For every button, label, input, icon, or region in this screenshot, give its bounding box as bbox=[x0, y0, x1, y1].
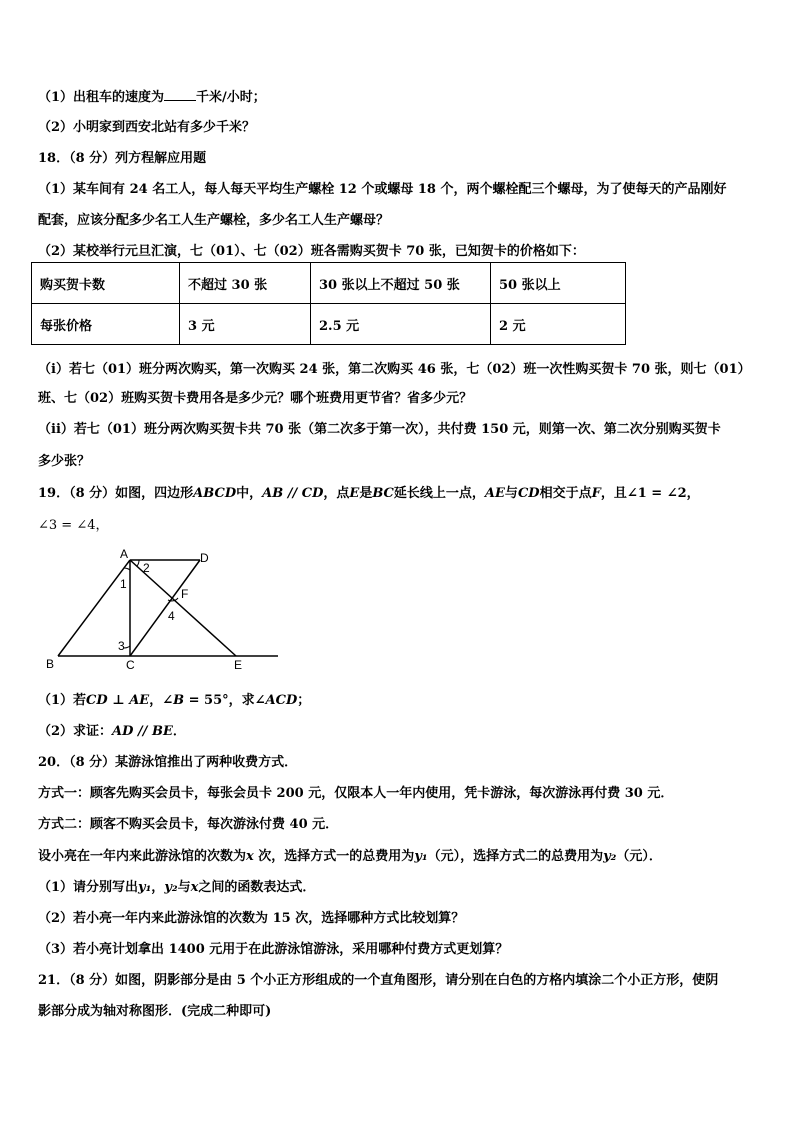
q19-math: CD bbox=[517, 486, 540, 501]
q19-math: CD ⊥ AE bbox=[86, 693, 150, 708]
angle-arc-3 bbox=[124, 646, 130, 648]
q19-part2 bbox=[38, 720, 186, 739]
q19-text: ，点 bbox=[323, 486, 350, 501]
q17-part1-text: （1）出租车的速度为 bbox=[38, 90, 165, 105]
q19-stem-line2: ∠3 = ∠4， bbox=[38, 518, 109, 533]
q19-part1 bbox=[38, 689, 310, 708]
q20-math: x bbox=[190, 880, 199, 895]
label-angle-2: 2 bbox=[143, 561, 150, 575]
label-c: C bbox=[126, 658, 135, 671]
q20-math: x bbox=[246, 849, 254, 864]
label-b: B bbox=[46, 657, 55, 671]
q19-math: F bbox=[591, 486, 601, 501]
q19-text: ； bbox=[297, 693, 311, 708]
q20-math: y₂ bbox=[603, 849, 617, 864]
q19-math: ACD bbox=[265, 693, 298, 708]
table-cell: 不超过 30 张 bbox=[180, 263, 311, 304]
table-cell: 50 张以上 bbox=[491, 263, 626, 304]
table-cell: 每张价格 bbox=[32, 304, 180, 345]
q19-text: （2）求证： bbox=[38, 724, 113, 739]
q19-text: ． bbox=[172, 724, 186, 739]
q19-text: 是 bbox=[359, 486, 373, 501]
q19-math: B bbox=[173, 693, 185, 708]
q20-text: 与 bbox=[177, 880, 191, 895]
q20-title: 20．（8 分）某游泳馆推出了两种收费方式． bbox=[38, 755, 298, 770]
q19-math: E bbox=[349, 486, 360, 501]
q19-stem-line1 bbox=[38, 482, 700, 501]
q18-part1-line1: （1）某车间有 24 名工人，每人每天平均生产螺栓 12 个或螺母 18 个，两个螺栓配三个螺母，为了使每天的产品刚好 bbox=[38, 182, 727, 197]
q21-line1: 21．（8 分）如图，阴影部分是由 5 个小正方形组成的一个直角图形，请分别在白色的方格内填涂二个小正方形，使阴 bbox=[38, 973, 719, 988]
price-table bbox=[31, 262, 626, 345]
table-cell: 3 元 bbox=[180, 304, 311, 345]
q20-text: ， bbox=[151, 880, 165, 895]
label-angle-1: 1 bbox=[120, 577, 127, 591]
q19-text: 相交于点 bbox=[539, 486, 592, 501]
table-cell: 购买贺卡数 bbox=[32, 263, 180, 304]
q17-part1-unit: 千米/小时； bbox=[196, 90, 266, 105]
answer-blank bbox=[164, 88, 196, 101]
q20-method1: 方式一：顾客先购买会员卡，每张会员卡 200 元，仅限本人一年内使用，凭卡游泳，每次游泳再付费 30 元． bbox=[38, 786, 674, 801]
q20-text: 之间的函数表达式． bbox=[198, 880, 316, 895]
q18-part2: （2）某校举行元旦汇演，七（01）、七（02）班各需购买贺卡 70 张，已知贺卡的价格如下： bbox=[38, 244, 585, 259]
label-f: F bbox=[181, 587, 189, 601]
q20-setup bbox=[38, 845, 662, 864]
q19-text: = 55°，求∠ bbox=[184, 693, 266, 708]
geometry-figure bbox=[40, 546, 285, 671]
table-cell: 30 张以上不超过 50 张 bbox=[311, 263, 491, 304]
q19-text: （1）若 bbox=[38, 693, 87, 708]
line-cd bbox=[130, 560, 200, 656]
angle-arc-1 bbox=[124, 568, 130, 570]
q17-part2: （2）小明家到西安北站有多少千米？ bbox=[38, 120, 256, 135]
q19-text: 19．（8 分）如图，四边形 bbox=[38, 486, 194, 501]
q20-math: y₁ bbox=[138, 880, 152, 895]
q18-part1-line2: 配套，应该分配多少名工人生产螺栓，多少名工人生产螺母？ bbox=[38, 213, 390, 228]
q21-line2: 影部分成为轴对称图形．(完成二种即可) bbox=[38, 1004, 272, 1019]
label-e: E bbox=[234, 658, 243, 671]
q18-sub-i-line1: （i）若七（01）班分两次购买，第一次购买 24 张，第二次购买 46 张，七（02）班一次性购买贺卡 70 张，则七（01） bbox=[38, 362, 751, 377]
q20-math: y₁ bbox=[414, 849, 428, 864]
q19-math: AB // CD bbox=[262, 486, 324, 501]
q19-text: ，∠ bbox=[149, 693, 174, 708]
q18-sub-ii-line1: （ii）若七（01）班分两次购买贺卡共 70 张（第二次多于第一次），共付费 150 元，则第一次、第二次分别购买贺卡 bbox=[38, 422, 721, 437]
q19-text: 与 bbox=[504, 486, 518, 501]
q18-sub-ii-line2: 多少张？ bbox=[38, 454, 91, 469]
q19-math: ABCD bbox=[193, 486, 237, 501]
q19-text: 中， bbox=[236, 486, 263, 501]
q20-part1 bbox=[38, 876, 315, 895]
label-angle-3: 3 bbox=[118, 639, 125, 653]
q19-math: AE bbox=[484, 486, 505, 501]
q20-text: 设小亮在一年内来此游泳馆的次数为 bbox=[38, 849, 247, 864]
q20-text: 次，选择方式一的总费用为 bbox=[253, 849, 415, 864]
q20-text: （1）请分别写出 bbox=[38, 880, 139, 895]
q17-part1 bbox=[38, 86, 266, 105]
table-row bbox=[32, 304, 626, 345]
table-cell: 2 元 bbox=[491, 304, 626, 345]
table-cell: 2.5 元 bbox=[311, 304, 491, 345]
label-angle-4: 4 bbox=[168, 609, 175, 623]
q19-math: AD // BE bbox=[112, 724, 173, 739]
q19-text: ，且∠1 = ∠2， bbox=[600, 486, 700, 501]
label-a: A bbox=[120, 547, 129, 561]
label-d: D bbox=[200, 551, 209, 565]
table-row bbox=[32, 263, 626, 304]
q20-text: （元），选择方式二的总费用为 bbox=[427, 849, 604, 864]
q18-sub-i-line2: 班、七（02）班购买贺卡费用各是多少元？哪个班费用更节省？省多少元？ bbox=[38, 391, 473, 406]
angle-arc-2 bbox=[137, 560, 139, 566]
q19-math: BC bbox=[372, 486, 394, 501]
q20-part2: （2）若小亮一年内来此游泳馆的次数为 15 次，选择哪种方式比较划算？ bbox=[38, 911, 465, 926]
q20-method2: 方式二：顾客不购买会员卡，每次游泳付费 40 元． bbox=[38, 817, 339, 832]
q20-math: y₂ bbox=[164, 880, 178, 895]
q20-text: （元）． bbox=[616, 849, 662, 864]
q20-part3: （3）若小亮计划拿出 1400 元用于在此游泳馆游泳，采用哪种付费方式更划算？ bbox=[38, 942, 509, 957]
q19-text: 延长线上一点， bbox=[393, 486, 485, 501]
q18-title: 18．（8 分）列方程解应用题 bbox=[38, 151, 207, 166]
